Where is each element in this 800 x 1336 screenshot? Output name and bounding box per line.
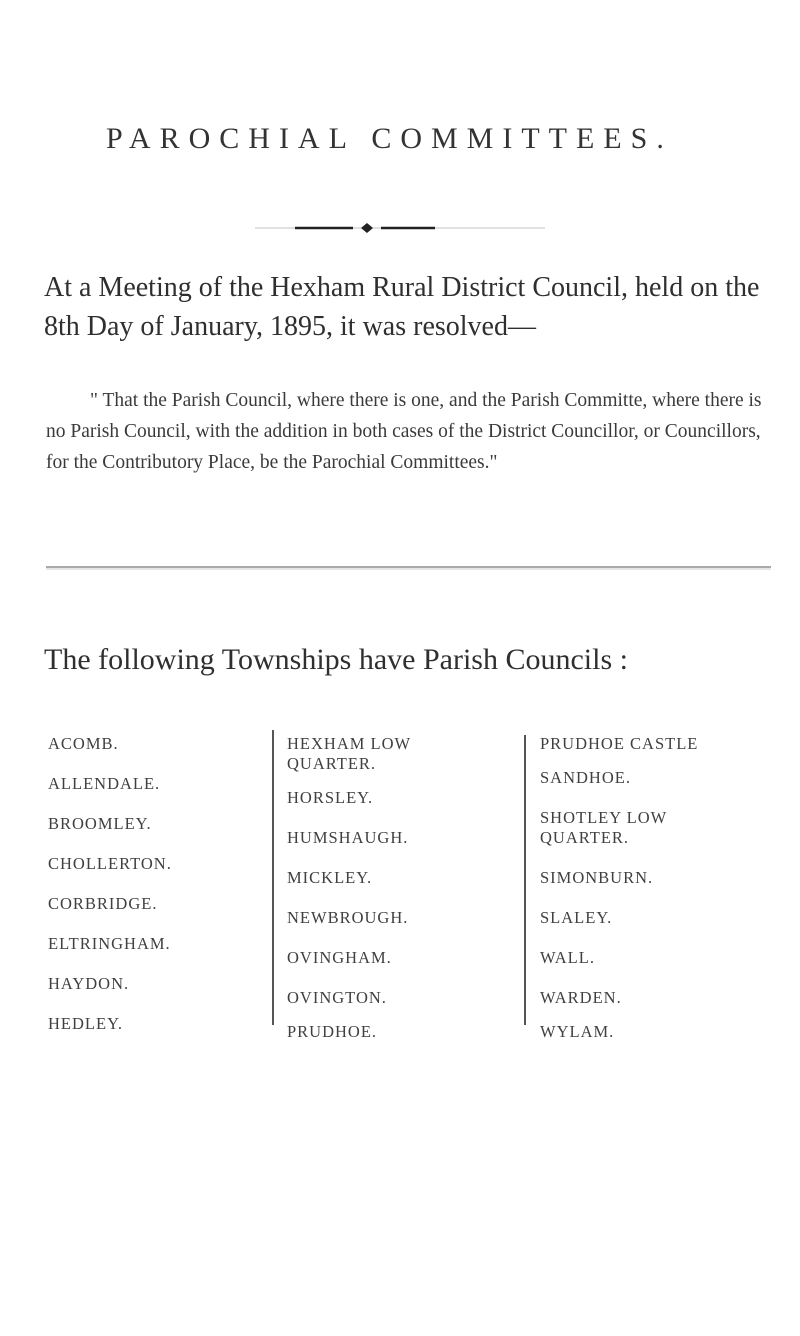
- township-name: NEWBROUGH.: [287, 908, 409, 927]
- township-name: SLALEY.: [540, 908, 613, 927]
- township-name: QUARTER.: [540, 828, 630, 847]
- page-title: PAROCHIAL COMMITTEES.: [106, 122, 673, 155]
- ornament-divider: [255, 222, 545, 234]
- township-name: HAYDON.: [48, 974, 130, 993]
- township-name: HUMSHAUGH.: [287, 828, 409, 847]
- township-name: WALL.: [540, 948, 595, 967]
- section-heading: The following Townships have Parish Councils :: [44, 643, 628, 676]
- township-name: WYLAM.: [540, 1022, 615, 1041]
- township-name: HORSLEY.: [287, 788, 374, 807]
- township-name: OVINGHAM.: [287, 948, 392, 967]
- column-divider-left: [272, 730, 274, 1025]
- township-name: SANDHOE.: [540, 768, 631, 787]
- township-name: HEXHAM LOW: [287, 734, 412, 753]
- township-name: BROOMLEY.: [48, 814, 152, 833]
- township-name: WARDEN.: [540, 988, 622, 1007]
- township-name: HEDLEY.: [48, 1014, 123, 1033]
- township-name: SHOTLEY LOW: [540, 808, 668, 827]
- column-divider-right: [524, 735, 526, 1025]
- township-name: ELTRINGHAM.: [48, 934, 171, 953]
- township-name: PRUDHOE CASTLE: [540, 734, 699, 753]
- township-name: ALLENDALE.: [48, 774, 161, 793]
- intro-paragraph: At a Meeting of the Hexham Rural District Council, held on the 8th Day of January, 1895, it was resolved—: [44, 272, 760, 342]
- township-name: OVINGTON.: [287, 988, 387, 1007]
- township-name: SIMONBURN.: [540, 868, 654, 887]
- township-name: PRUDHOE.: [287, 1022, 378, 1041]
- township-name: CORBRIDGE.: [48, 894, 158, 913]
- township-name: ACOMB.: [48, 734, 119, 753]
- resolution-quote: " That the Parish Council, where there is one, and the Parish Committe, where there is no Parish Council, with the addition in both cases of the District Councillor, or Councillors, for the Contributory Place, be the Parochial Committees.": [46, 390, 762, 473]
- township-name: QUARTER.: [287, 754, 377, 773]
- township-name: CHOLLERTON.: [48, 854, 172, 873]
- township-name: MICKLEY.: [287, 868, 373, 887]
- section-rule: [46, 566, 771, 570]
